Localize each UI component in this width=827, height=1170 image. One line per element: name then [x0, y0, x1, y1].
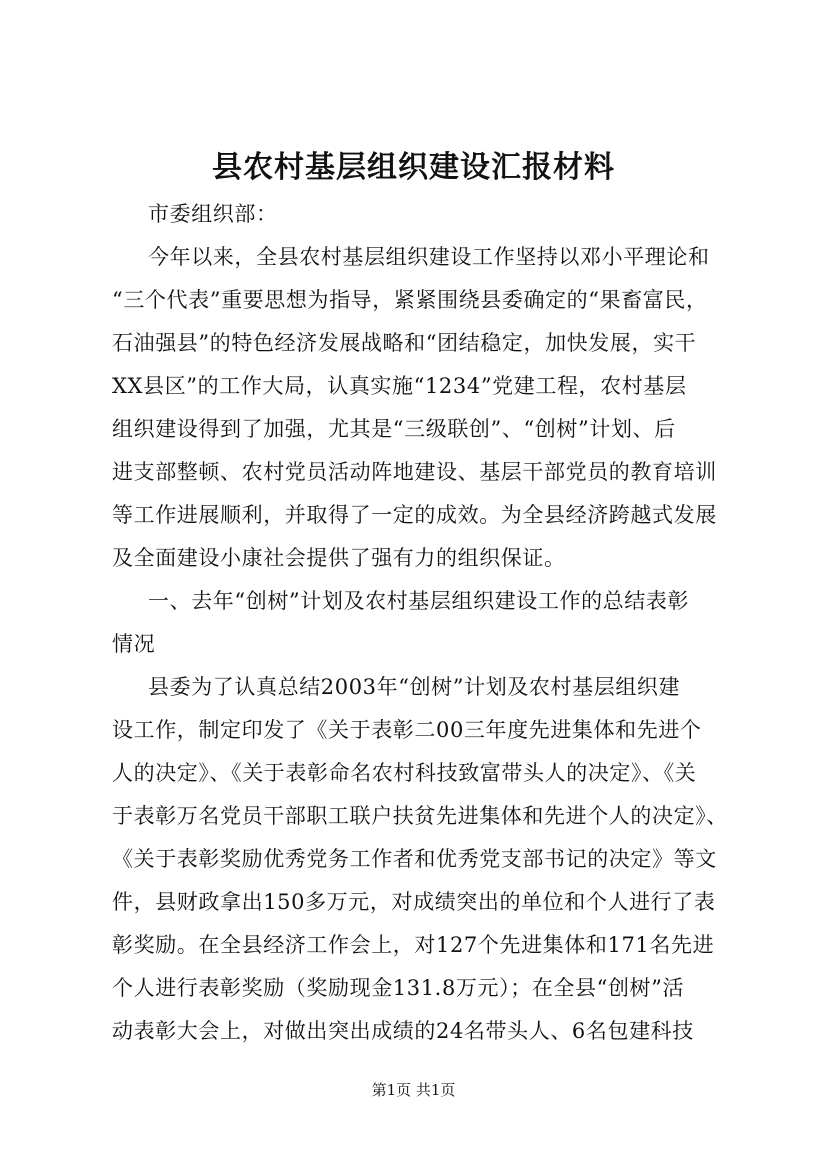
paragraph-line: “三个代表”重要思想为指导，紧紧围绕县委确定的“果畜富民，: [112, 288, 708, 312]
paragraph-line: 于表彰万名党员干部职工联户扶贫先进集体和先进个人的决定》、: [112, 804, 728, 828]
paragraph-line: 《关于表彰奖励优秀党务工作者和优秀党支部书记的决定》等文: [112, 847, 717, 871]
page-number: 第1页 共1页: [371, 1081, 456, 1099]
paragraph-line: 县委为了认真总结2003年“创树”计划及农村基层组织建: [148, 675, 681, 699]
paragraph-line: 件，县财政拿出150多万元，对成绩突出的单位和个人进行了表: [112, 890, 716, 914]
salutation: 市委组织部：: [148, 202, 278, 226]
paragraph-line: 今年以来，全县农村基层组织建设工作坚持以邓小平理论和: [148, 245, 710, 269]
document-title: 县农村基层组织建设汇报材料: [212, 150, 615, 185]
section-heading: 情况: [112, 632, 156, 656]
paragraph-line: 彰奖励。在全县经济工作会上，对127个先进集体和171名先进: [112, 933, 715, 957]
paragraph-line: 设工作，制定印发了《关于表彰二00三年度先进集体和先进个: [112, 718, 702, 742]
paragraph-line: 石油强县”的特色经济发展战略和“团结稳定，加快发展，实干: [112, 331, 697, 355]
paragraph-line: XX县区”的工作大局，认真实施“1234”党建工程，农村基层: [112, 374, 687, 398]
paragraph-line: 动表彰大会上，对做出突出成绩的24名带头人、6名包建科技: [112, 1019, 694, 1043]
paragraph-line: 组织建设得到了加强，尤其是“三级联创”、“创树”计划、后: [112, 417, 676, 441]
paragraph-line: 人的决定》、《关于表彰命名农村科技致富带头人的决定》、《关: [112, 761, 697, 785]
paragraph-line: 及全面建设小康社会提供了强有力的组织保证。: [112, 546, 566, 570]
paragraph-line: 等工作进展顺利，并取得了一定的成效。为全县经济跨越式发展: [112, 503, 717, 527]
paragraph-line: 个人进行表彰奖励（奖励现金131.8万元）；在全县“创树”活: [112, 976, 685, 1000]
section-heading: 一、去年“创树”计划及农村基层组织建设工作的总结表彰: [148, 589, 690, 613]
paragraph-line: 进支部整顿、农村党员活动阵地建设、基层干部党员的教育培训: [112, 460, 717, 484]
